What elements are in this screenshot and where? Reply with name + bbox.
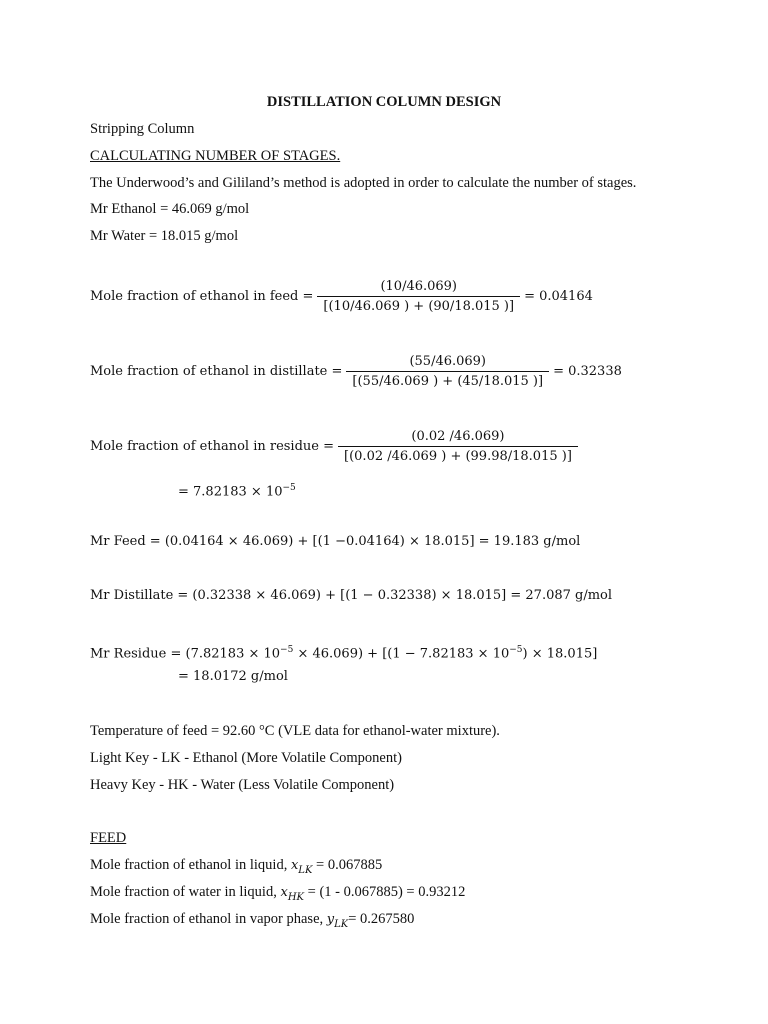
fraction [346,354,549,389]
temperature-feed: Temperature of feed = 92.60 °C (VLE data for ethanol-water mixture). [90,723,500,739]
equation-feed [90,279,593,314]
document-title: DISTILLATION COLUMN DESIGN [266,94,502,110]
equation-result: = 0.32338 [553,364,622,379]
equation-label: Mole fraction of ethanol in residue = [90,439,335,454]
feed-line-x-lk: Mole fraction of ethanol in liquid, $x_{LK} = 0.067885$ [90,857,383,876]
numerator: (10/46.069) [380,279,458,294]
equation-result: = 0.04164 [524,289,593,304]
feed-heading: FEED [90,830,127,846]
equation-label: Mole fraction of ethanol in feed = [90,289,314,304]
mr-distillate-equation: Mr Distillate = (0.32338 × 46.069) + [(1 − 0.32338) × 18.015] = 27.087 g/mol [90,588,613,603]
numerator: (55/46.069) [409,354,487,369]
mr-residue-equation: Mr Residue = $(7.82183 \times 10^{-5} \times 46.069) + [(1 - 7.82183 \times 10^{-5}) \times 18.015]$ [90,645,598,662]
fraction [317,279,520,314]
feed-line-y-lk: Mole fraction of ethanol in vapor phase, $y_{LK}= 0.267580$ [90,911,415,930]
mr-water: Mr Water = 18.015 g/mol [90,228,239,244]
numerator: (0.02 /46.069) [411,429,505,444]
section-heading: CALCULATING NUMBER OF STAGES. [90,148,341,164]
denominator: [(10/46.069 ) + (90/18.015 )] [317,296,520,314]
mr-ethanol: Mr Ethanol = 46.069 g/mol [90,201,250,217]
light-key: Light Key - LK - Ethanol (More Volatile Component) [90,750,402,766]
residue-result: = $7.82183 \times 10^{-5}$ [178,483,296,500]
subtitle: Stripping Column [90,121,195,137]
equation-distillate [90,354,622,389]
denominator: [(55/46.069 ) + (45/18.015 )] [346,371,549,389]
heavy-key: Heavy Key - HK - Water (Less Volatile Component) [90,777,395,793]
denominator: [(0.02 /46.069 ) + (99.98/18.015 )] [338,446,578,464]
equation-residue [90,429,582,464]
fraction [338,429,578,464]
equation-label: Mole fraction of ethanol in distillate = [90,364,343,379]
mr-feed-equation: Mr Feed = (0.04164 × 46.069) + [(1 −0.04164) × 18.015] = 19.183 g/mol [90,534,581,549]
mr-residue-result: = 18.0172 g/mol [178,669,288,684]
intro-text: The Underwood’s and Gililand’s method is adopted in order to calculate the number of stages. [90,175,637,191]
feed-line-x-hk: Mole fraction of water in liquid, $x_{HK} = (1 - 0.067885) = 0.93212$ [90,884,466,903]
